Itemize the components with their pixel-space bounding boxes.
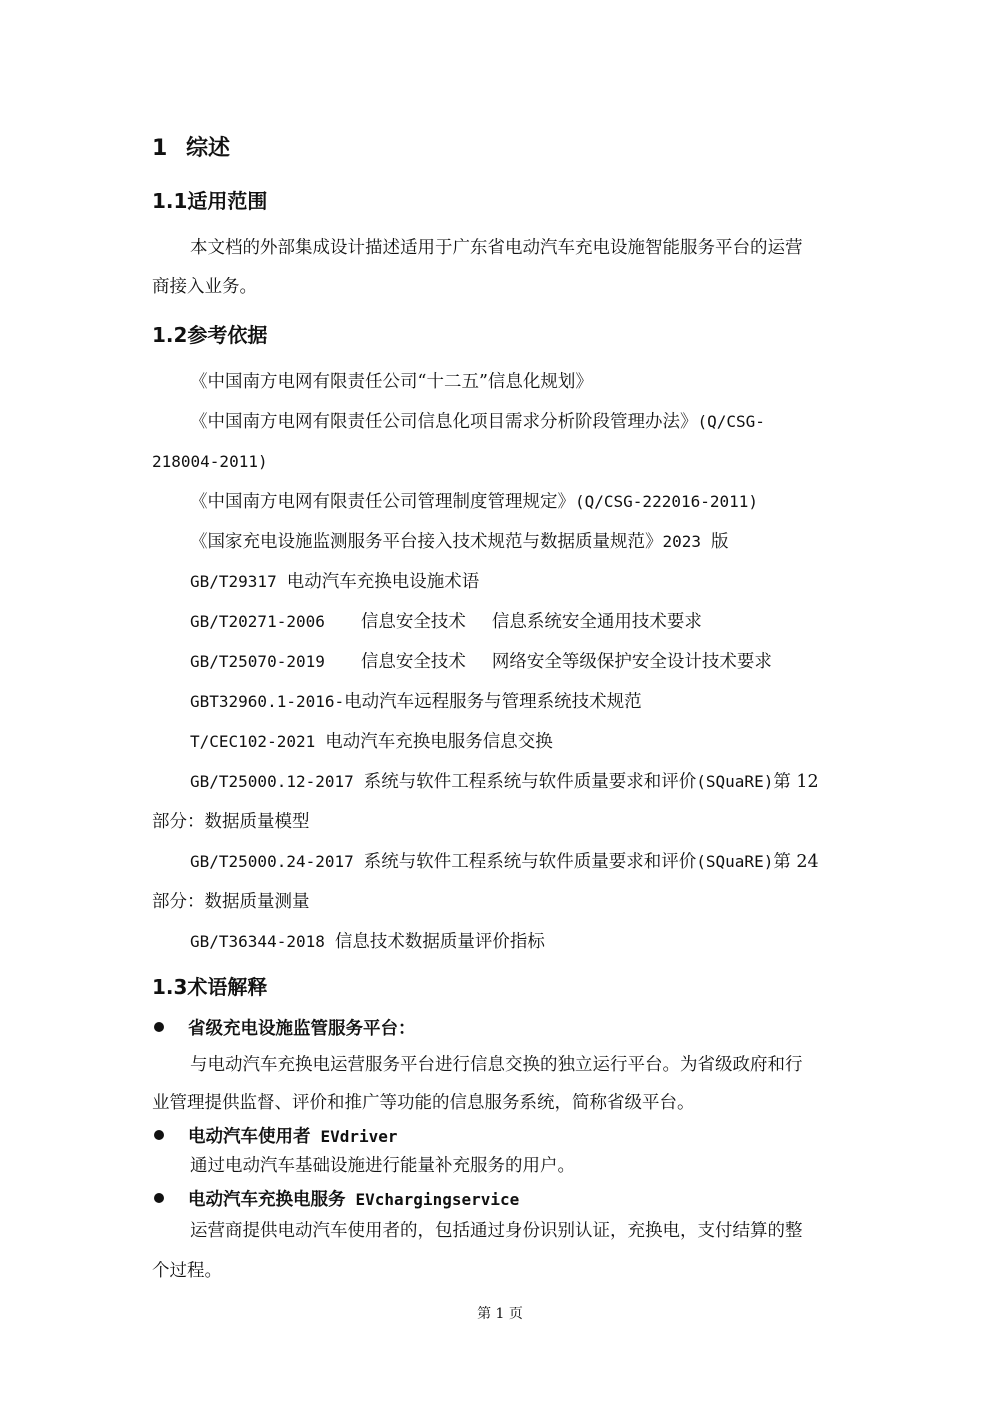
reference-5-text: 电动汽车充换电设施术语 [286,572,480,592]
reference-5-code: GB/T29317 [190,572,277,591]
term-2-desc-line-1: 通过电动汽车基础设施进行能量补充服务的用户。 [190,1156,575,1176]
reference-6-code: GB/T20271-2006 [190,612,325,631]
bullet-icon [154,1022,164,1032]
term-2-en: EVdriver [320,1127,398,1146]
reference-10-text: 系统与软件工程系统与软件质量要求和评价 [363,772,697,792]
reference-8 [190,689,642,715]
reference-10-code-2: (SQuaRE) [696,772,774,791]
reference-8-text: 电动汽车远程服务与管理系统技术规范 [344,692,642,712]
section-1-3-heading: 1.3术语解释 [152,975,268,999]
reference-7 [190,649,772,675]
reference-4-suffix: 版 [711,532,729,552]
reference-2-title: 《中国南方电网有限责任公司信息化项目需求分析阶段管理办法》 [190,412,698,432]
reference-10-line-2: 部分：数据质量模型 [152,812,310,832]
term-3-title [188,1190,519,1210]
reference-9 [190,729,553,755]
reference-10-code: GB/T25000.12-2017 [190,772,354,791]
term-2-title [188,1127,398,1147]
reference-11-text: 系统与软件工程系统与软件质量要求和评价 [363,852,697,872]
scope-paragraph-line-2: 商接入业务。 [152,277,257,297]
reference-1: 《中国南方电网有限责任公司“十二五”信息化规划》 [190,372,593,392]
reference-10-line-1 [190,769,819,795]
term-1-desc-line-1: 与电动汽车充换电运营服务平台进行信息交换的独立运行平台。为省级政府和行 [190,1055,803,1075]
term-3-desc-line-1: 运营商提供电动汽车使用者的，包括通过身份识别认证，充换电，支付结算的整 [190,1221,803,1241]
reference-2-line-1 [190,409,765,435]
reference-8-code: GBT32960.1-2016- [190,692,345,711]
page-number: 1 [495,1306,505,1322]
section-1-heading [152,134,230,164]
bullet-icon [154,1130,164,1140]
reference-6 [190,609,702,635]
reference-7-text-2: 网络安全等级保护安全设计技术要求 [491,652,772,672]
reference-3 [190,489,758,515]
reference-9-code: T/CEC102-2021 [190,732,316,751]
reference-7-text-1: 信息安全技术 [360,652,466,672]
section-1-number: 1 [152,136,168,161]
term-3-en: EVchargingservice [355,1190,520,1209]
reference-5 [190,569,479,595]
reference-11-line-1 [190,849,819,875]
reference-12 [190,929,545,955]
reference-12-code: GB/T36344-2018 [190,932,325,951]
reference-4 [190,529,729,555]
reference-11-line-2: 部分：数据质量测量 [152,892,310,912]
reference-11-code-2: (SQuaRE) [696,852,774,871]
term-3-desc-line-2: 个过程。 [152,1261,222,1281]
term-1-desc-line-2: 业管理提供监督、评价和推广等功能的信息服务系统，简称省级平台。 [152,1093,695,1113]
reference-2-line-2: 218004-2011) [152,452,268,471]
scope-paragraph-line-1: 本文档的外部集成设计描述适用于广东省电动汽车充电设施智能服务平台的运营 [190,238,803,258]
term-3-row [152,1187,519,1213]
term-1-row [152,1016,416,1042]
bullet-icon [154,1193,164,1203]
reference-10-text-2: 第 12 [773,772,819,792]
reference-2-code: (Q/CSG- [697,412,765,431]
term-3-zh: 电动汽车充换电服务 [188,1190,346,1210]
reference-12-text: 信息技术数据质量评价指标 [334,932,545,952]
reference-4-year: 2023 [662,532,702,551]
section-1-title: 综述 [186,136,231,161]
section-1-1-heading: 1.1适用范围 [152,189,268,213]
reference-11-code: GB/T25000.24-2017 [190,852,354,871]
reference-4-title: 《国家充电设施监测服务平台接入技术规范与数据质量规范》 [190,532,663,552]
footer-suffix: 页 [508,1306,523,1322]
reference-3-code: (Q/CSG-222016-2011) [575,492,759,511]
reference-6-text-2: 信息系统安全通用技术要求 [491,612,702,632]
reference-3-title: 《中国南方电网有限责任公司管理制度管理规定》 [190,492,575,512]
page-footer [0,1304,1000,1324]
reference-9-text: 电动汽车充换电服务信息交换 [325,732,553,752]
reference-11-text-2: 第 24 [773,852,819,872]
term-1-title: 省级充电设施监管服务平台： [188,1019,416,1039]
term-2-row [152,1124,398,1150]
section-1-2-heading: 1.2参考依据 [152,323,268,347]
footer-prefix: 第 [477,1306,492,1322]
reference-6-text-1: 信息安全技术 [360,612,466,632]
term-2-zh: 电动汽车使用者 [188,1127,311,1147]
reference-7-code: GB/T25070-2019 [190,652,325,671]
